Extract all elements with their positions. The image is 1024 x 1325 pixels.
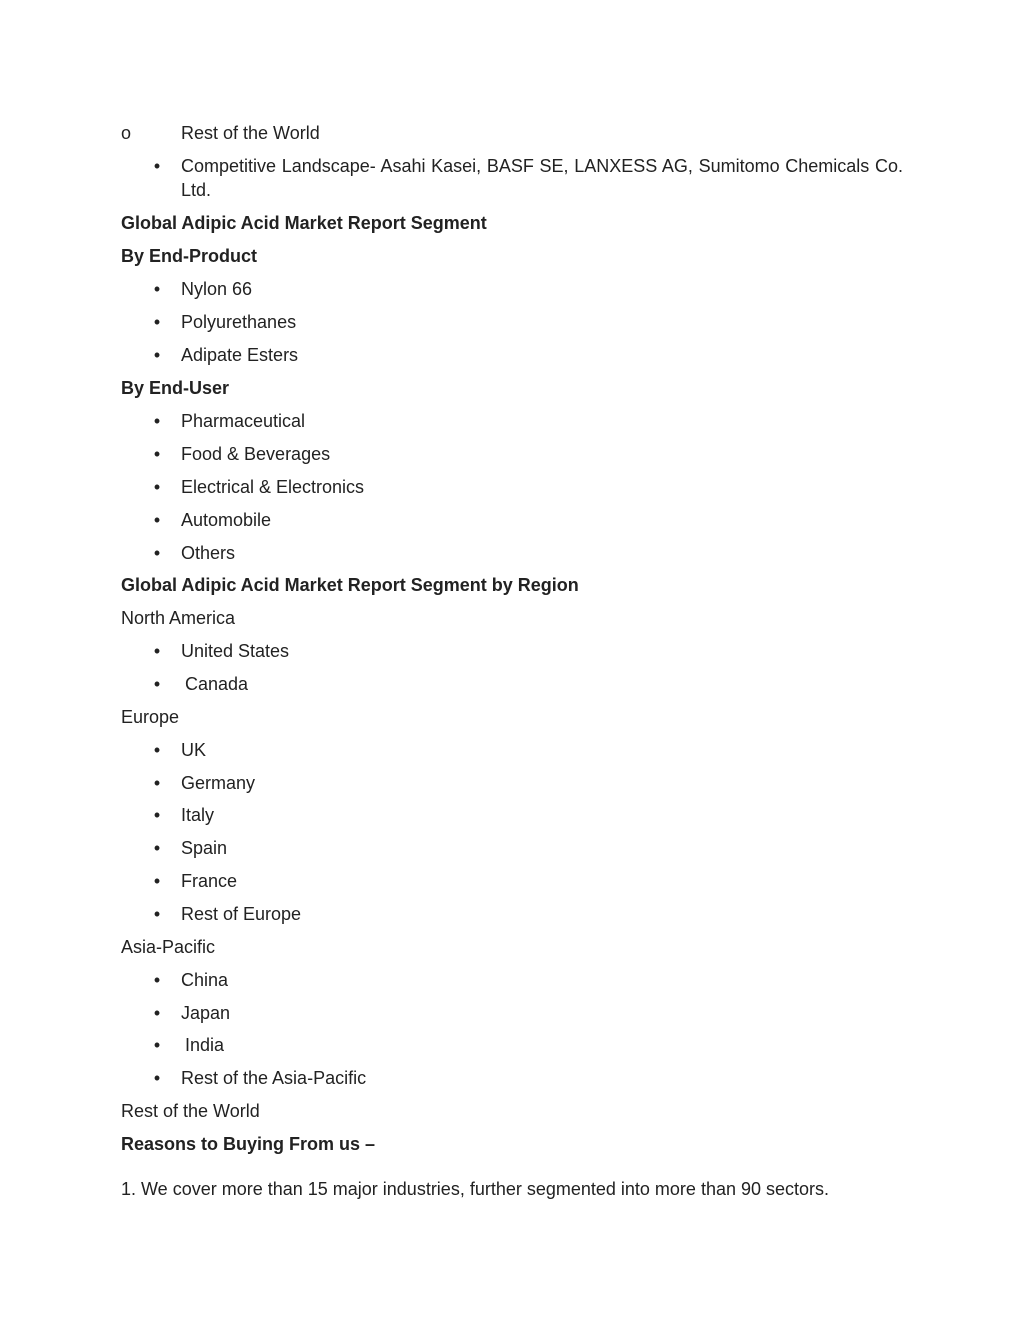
list-item-text: Electrical & Electronics — [181, 477, 365, 497]
list-item: Rest of the World — [181, 123, 320, 143]
list-item-text: Rest of Europe — [181, 904, 302, 924]
region-heading: Asia-Pacific — [121, 937, 216, 957]
list-marker-o: o — [121, 123, 132, 143]
bullet-icon: • — [153, 904, 161, 924]
list-item-text: Pharmaceutical — [181, 411, 306, 431]
bullet-icon: • — [153, 444, 161, 464]
region-heading: North America — [121, 608, 236, 628]
list-item-text: Italy — [181, 805, 215, 825]
list-item-text: Competitive Landscape- Asahi Kasei, BASF SE, LANXESS AG, Sumitomo Chemicals Co. Ltd. — [181, 156, 903, 200]
list-item-text: Food & Beverages — [181, 444, 331, 464]
section-heading: Global Adipic Acid Market Report Segment by Region — [121, 575, 579, 595]
subsection-heading: By End-Product — [121, 246, 258, 266]
list-item-text: United States — [181, 641, 290, 661]
list-item-text: Polyurethanes — [181, 312, 297, 332]
bullet-icon: • — [153, 871, 161, 891]
bullet-icon: • — [153, 411, 161, 431]
bullet-icon: • — [153, 674, 161, 694]
list-item-text: China — [181, 970, 229, 990]
bullet-icon: • — [153, 510, 161, 530]
list-item-text: Others — [181, 543, 236, 563]
bullet-icon: • — [153, 543, 161, 563]
bullet-icon: • — [153, 740, 161, 760]
bullet-icon: • — [153, 345, 161, 365]
list-item-text: Adipate Esters — [181, 345, 299, 365]
list-item-text: Germany — [181, 773, 256, 793]
bullet-icon: • — [153, 970, 161, 990]
bullet-icon: • — [153, 641, 161, 661]
list-item-text: France — [181, 871, 238, 891]
bullet-icon: • — [153, 838, 161, 858]
list-item-text: Canada — [185, 674, 249, 694]
section-heading: Reasons to Buying From us – — [121, 1134, 376, 1154]
list-item-text: Rest of the Asia-Pacific — [181, 1068, 367, 1088]
list-item-text: Spain — [181, 838, 228, 858]
bullet-icon: • — [153, 279, 161, 299]
bullet-icon: • — [153, 477, 161, 497]
list-item-text: India — [185, 1035, 225, 1055]
list-item-text: UK — [181, 740, 207, 760]
bullet-icon: • — [153, 156, 161, 176]
list-item-text: Automobile — [181, 510, 272, 530]
bullet-icon: • — [153, 773, 161, 793]
bullet-icon: • — [153, 1003, 161, 1023]
region-heading: Rest of the World — [121, 1101, 260, 1121]
list-item-competitive — [150, 154, 903, 204]
region-heading: Europe — [121, 707, 180, 727]
bullet-icon: • — [153, 1035, 161, 1055]
bullet-icon: • — [153, 312, 161, 332]
bullet-icon: • — [153, 805, 161, 825]
section-heading: Global Adipic Acid Market Report Segment — [121, 213, 487, 233]
list-item-text: Japan — [181, 1003, 231, 1023]
subsection-heading: By End-User — [121, 378, 230, 398]
numbered-list-item: 1. We cover more than 15 major industries, further segmented into more than 90 sectors. — [121, 1179, 830, 1199]
list-item-text: Nylon 66 — [181, 279, 253, 299]
bullet-icon: • — [153, 1068, 161, 1088]
